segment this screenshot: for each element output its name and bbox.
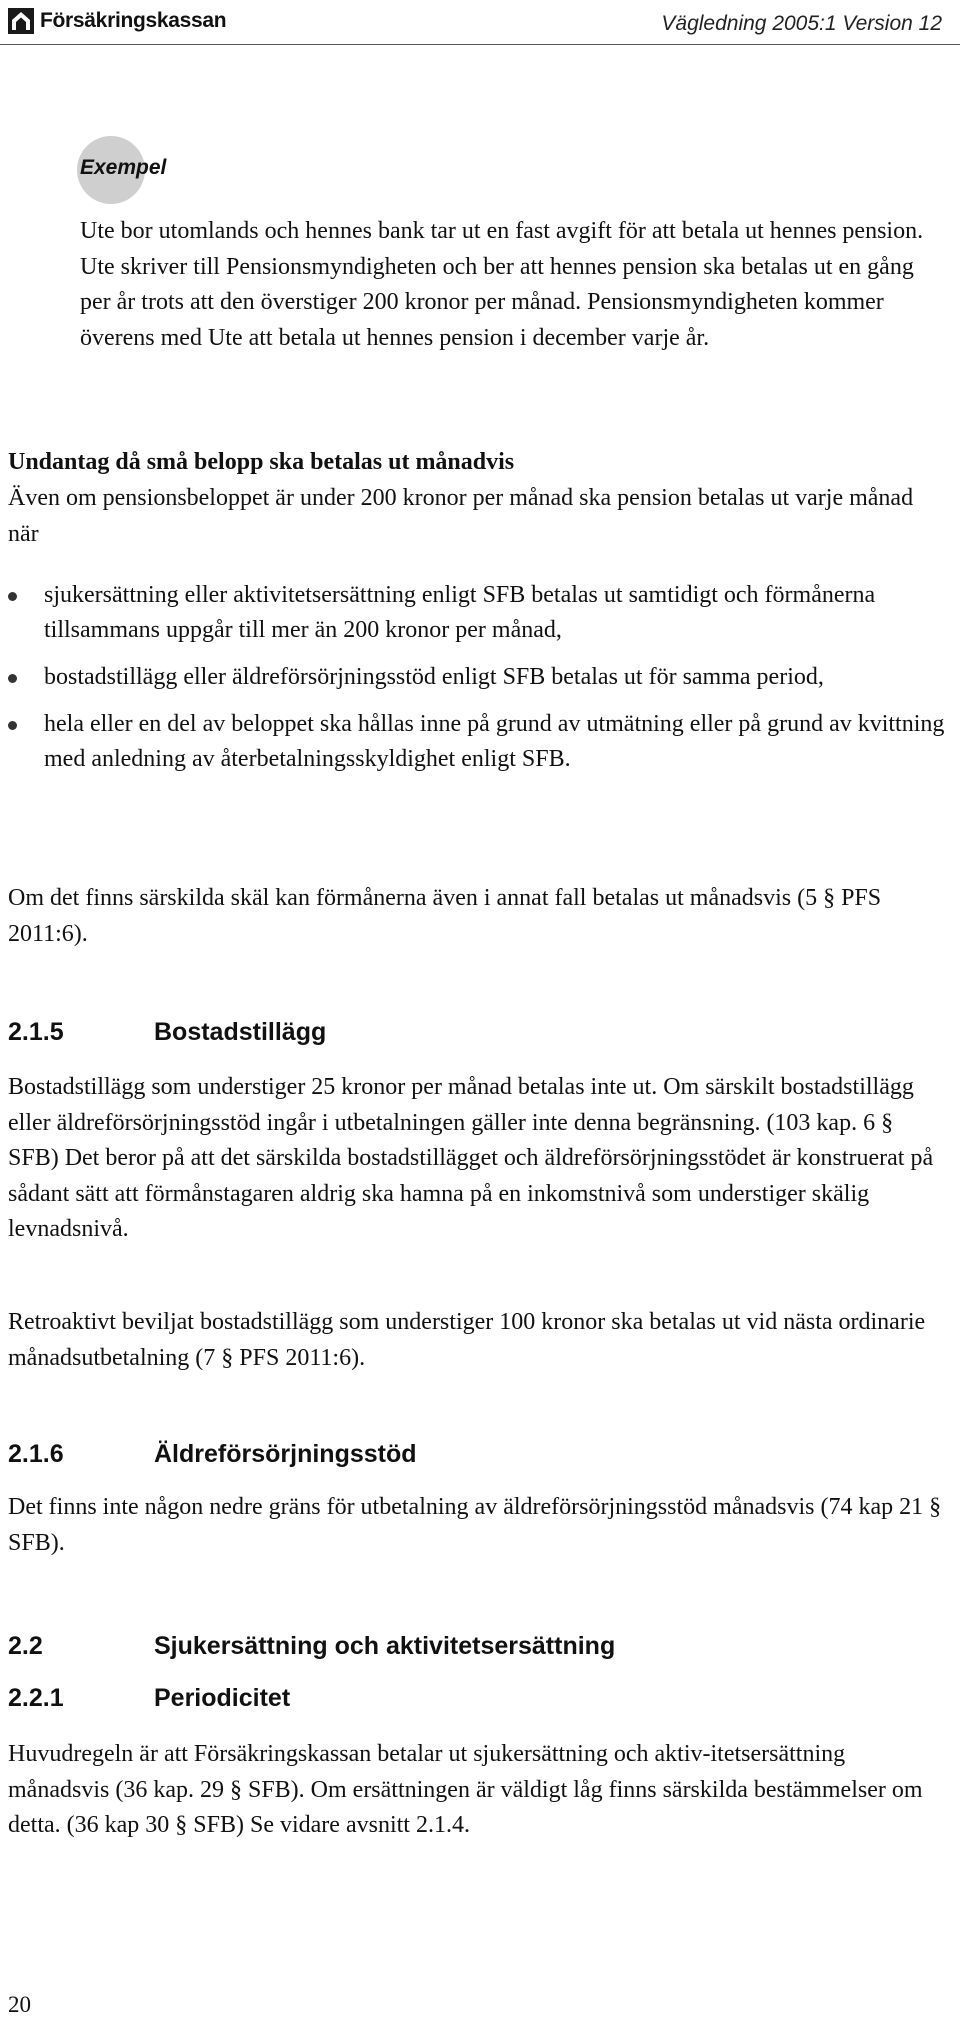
section-title: Bostadstillägg [154,1018,327,1046]
bullet-icon [8,721,17,730]
section-heading-2-1-5 [8,1018,326,1047]
house-logo-icon [8,8,34,34]
section-number: 2.2 [8,1632,43,1660]
document-version: Vägledning 2005:1 Version 12 [661,12,942,35]
exception-bullet-list [8,578,948,789]
bullet-text: bostadstillägg eller äldreförsörjningsstöd enligt SFB betalas ut för samma period, [44,664,824,690]
special-reasons-paragraph: Om det finns särskilda skäl kan förmånerna även i annat fall betalas ut månadsvis (5 § PFS 2011:6). [8,885,882,947]
section-heading-2-1-6 [8,1440,417,1469]
exception-intro: Även om pensionsbeloppet är under 200 kronor per månad ska pension betalas ut varje månad när [8,485,914,547]
bullet-icon [8,592,17,601]
aldreforsorjningsstod-paragraph: Det finns inte någon nedre gräns för utbetalning av äldreförsörjningsstöd månadsvis (74 kap 21 § SFB). [8,1494,942,1556]
periodicitet-paragraph: Huvudregeln är att Försäkringskassan betalar ut sjukersättning och aktiv-itetsersättning månadsvis (36 kap. 29 § SFB). Om ersättningen är väldigt låg finns särskilda bestämmelser om detta. (36 kap 30 § SFB) Se vidare avsnitt 2.1.4. [8,1741,923,1838]
example-label: Exempel [80,156,167,179]
bullet-item [8,707,948,777]
bullet-text: sjukersättning eller aktivitetsersättning enligt SFB betalas ut samtidigt och förmånerna tillsammans uppgår till mer än 200 kronor per månad, [44,582,876,643]
example-text: Ute bor utomlands och hennes bank tar ut en fast avgift för att betala ut hennes pension. Ute skriver till Pensionsmyndigheten och ber att hennes pension ska betalas ut en gång per år trots att den överstiger 200 kronor per månad. Pensionsmyndigheten kommer överens med Ute att betala ut hennes pension i december varje år. [80,218,924,351]
section-title: Sjukersättning och aktivitetsersättning [154,1632,616,1660]
page-number: 20 [8,1992,31,2017]
section-title: Periodicitet [154,1684,291,1712]
section-heading-2-2-1 [8,1684,290,1713]
bullet-item [8,578,948,648]
bullet-icon [8,674,17,683]
section-number: 2.1.5 [8,1018,64,1046]
section-heading-2-2 [8,1632,615,1661]
section-title: Äldreförsörjningsstöd [154,1440,417,1468]
logo [8,8,226,34]
section-number: 2.2.1 [8,1684,64,1712]
bullet-item [8,660,948,695]
bostadstillagg-paragraph-2: Retroaktivt beviljat bostadstillägg som understiger 100 kronor ska betalas ut vid nästa ordinarie månadsutbetalning (7 § PFS 2011:6). [8,1309,926,1371]
bullet-text: hela eller en del av beloppet ska hållas inne på grund av utmätning eller på grund av kvittning med anledning av återbetalningsskyldighet enligt SFB. [44,711,945,772]
bostadstillagg-paragraph-1: Bostadstillägg som understiger 25 kronor per månad betalas inte ut. Om särskilt bostadstillägg eller äldreförsörjningsstöd ingår i utbetalningen gäller inte denna begränsning. (103 kap. 6 § SFB) Det beror på att det särskilda bostadstillägget och äldreförsörjningsstödet är konstruerat på sådant sätt att förmånstagaren aldrig ska hamna på en inkomstnivå som understiger skälig levnadsnivå. [8,1074,934,1242]
page-header [0,0,960,45]
section-number: 2.1.6 [8,1440,64,1468]
exception-heading: Undantag då små belopp ska betalas ut månadvis [8,449,515,475]
logo-text: Försäkringskassan [40,9,227,32]
